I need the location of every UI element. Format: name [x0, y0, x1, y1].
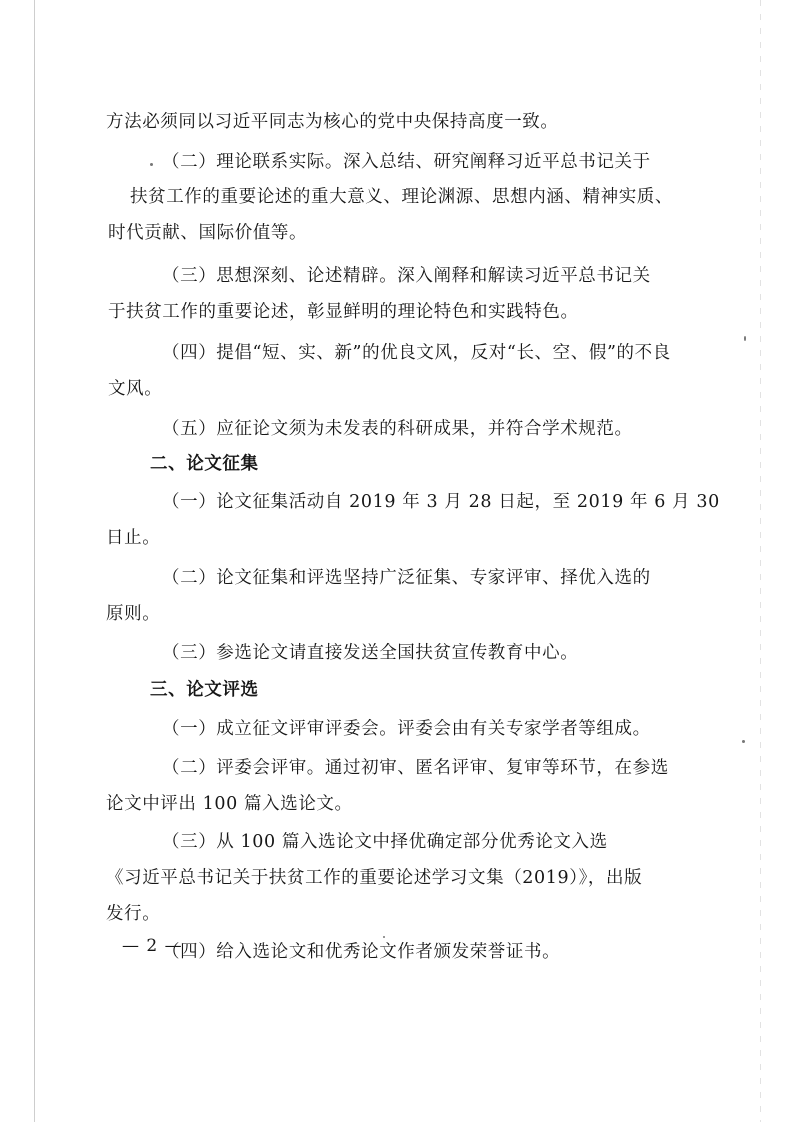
- text-line: （二）论文征集和评选坚持广泛征集、专家评审、择优入选的: [162, 568, 651, 588]
- text-line: 论文中评出 100 篇入选论文。: [106, 794, 353, 814]
- text-line: （四）提倡“短、实、新”的优良文风，反对“长、空、假”的不良: [162, 343, 671, 363]
- text-line: 《习近平总书记关于扶贫工作的重要论述学习文集（2019）》，出版: [106, 868, 643, 888]
- text-line: 原则。: [106, 604, 161, 624]
- text-line: 发行。: [106, 904, 161, 924]
- text-line: （二）评委会评审。通过初审、匿名评审、复审等环节，在参选: [162, 758, 669, 778]
- text-line: （三）参选论文请直接发送全国扶贫宣传教育中心。: [162, 643, 579, 663]
- page-number: — 2 —: [122, 936, 183, 956]
- scan-speck: [383, 936, 385, 938]
- text-line: 时代贡献、国际价值等。: [108, 223, 308, 243]
- text-line: （二）理论联系实际。深入总结、研究阐释习近平总书记关于: [162, 152, 651, 172]
- scan-edge-left: [34, 0, 35, 1122]
- text-line: 文风。: [108, 379, 163, 399]
- text-line: 扶贫工作的重要论述的重大意义、理论渊源、思想内涵、精神实质、: [130, 187, 673, 207]
- text-line: （三）从 100 篇入选论文中择优确定部分优秀论文入选: [162, 832, 608, 852]
- text-line: （一）成立征文评审评委会。评委会由有关专家学者等组成。: [162, 719, 651, 739]
- text-line: 方法必须同以习近平同志为核心的党中央保持高度一致。: [106, 112, 559, 132]
- scan-speck: [744, 336, 746, 341]
- scan-speck: [150, 163, 153, 166]
- text-line: （四）给入选论文和优秀论文作者颁发荣誉证书。: [162, 942, 561, 962]
- text-line: （三）思想深刻、论述精辟。深入阐释和解读习近平总书记关: [162, 266, 651, 286]
- text-line: 日止。: [106, 528, 161, 548]
- text-line: 于扶贫工作的重要论述，彰显鲜明的理论特色和实践特色。: [108, 302, 579, 322]
- scan-edge-right: [760, 0, 761, 1122]
- section-heading: 三、论文评选: [150, 680, 259, 700]
- section-heading: 二、论文征集: [150, 454, 259, 474]
- text-line: （一）论文征集活动自 2019 年 3 月 28 日起，至 2019 年 6 月 30: [162, 492, 720, 512]
- text-line: （五）应征论文须为未发表的科研成果，并符合学术规范。: [162, 419, 633, 439]
- scan-speck: [742, 740, 745, 743]
